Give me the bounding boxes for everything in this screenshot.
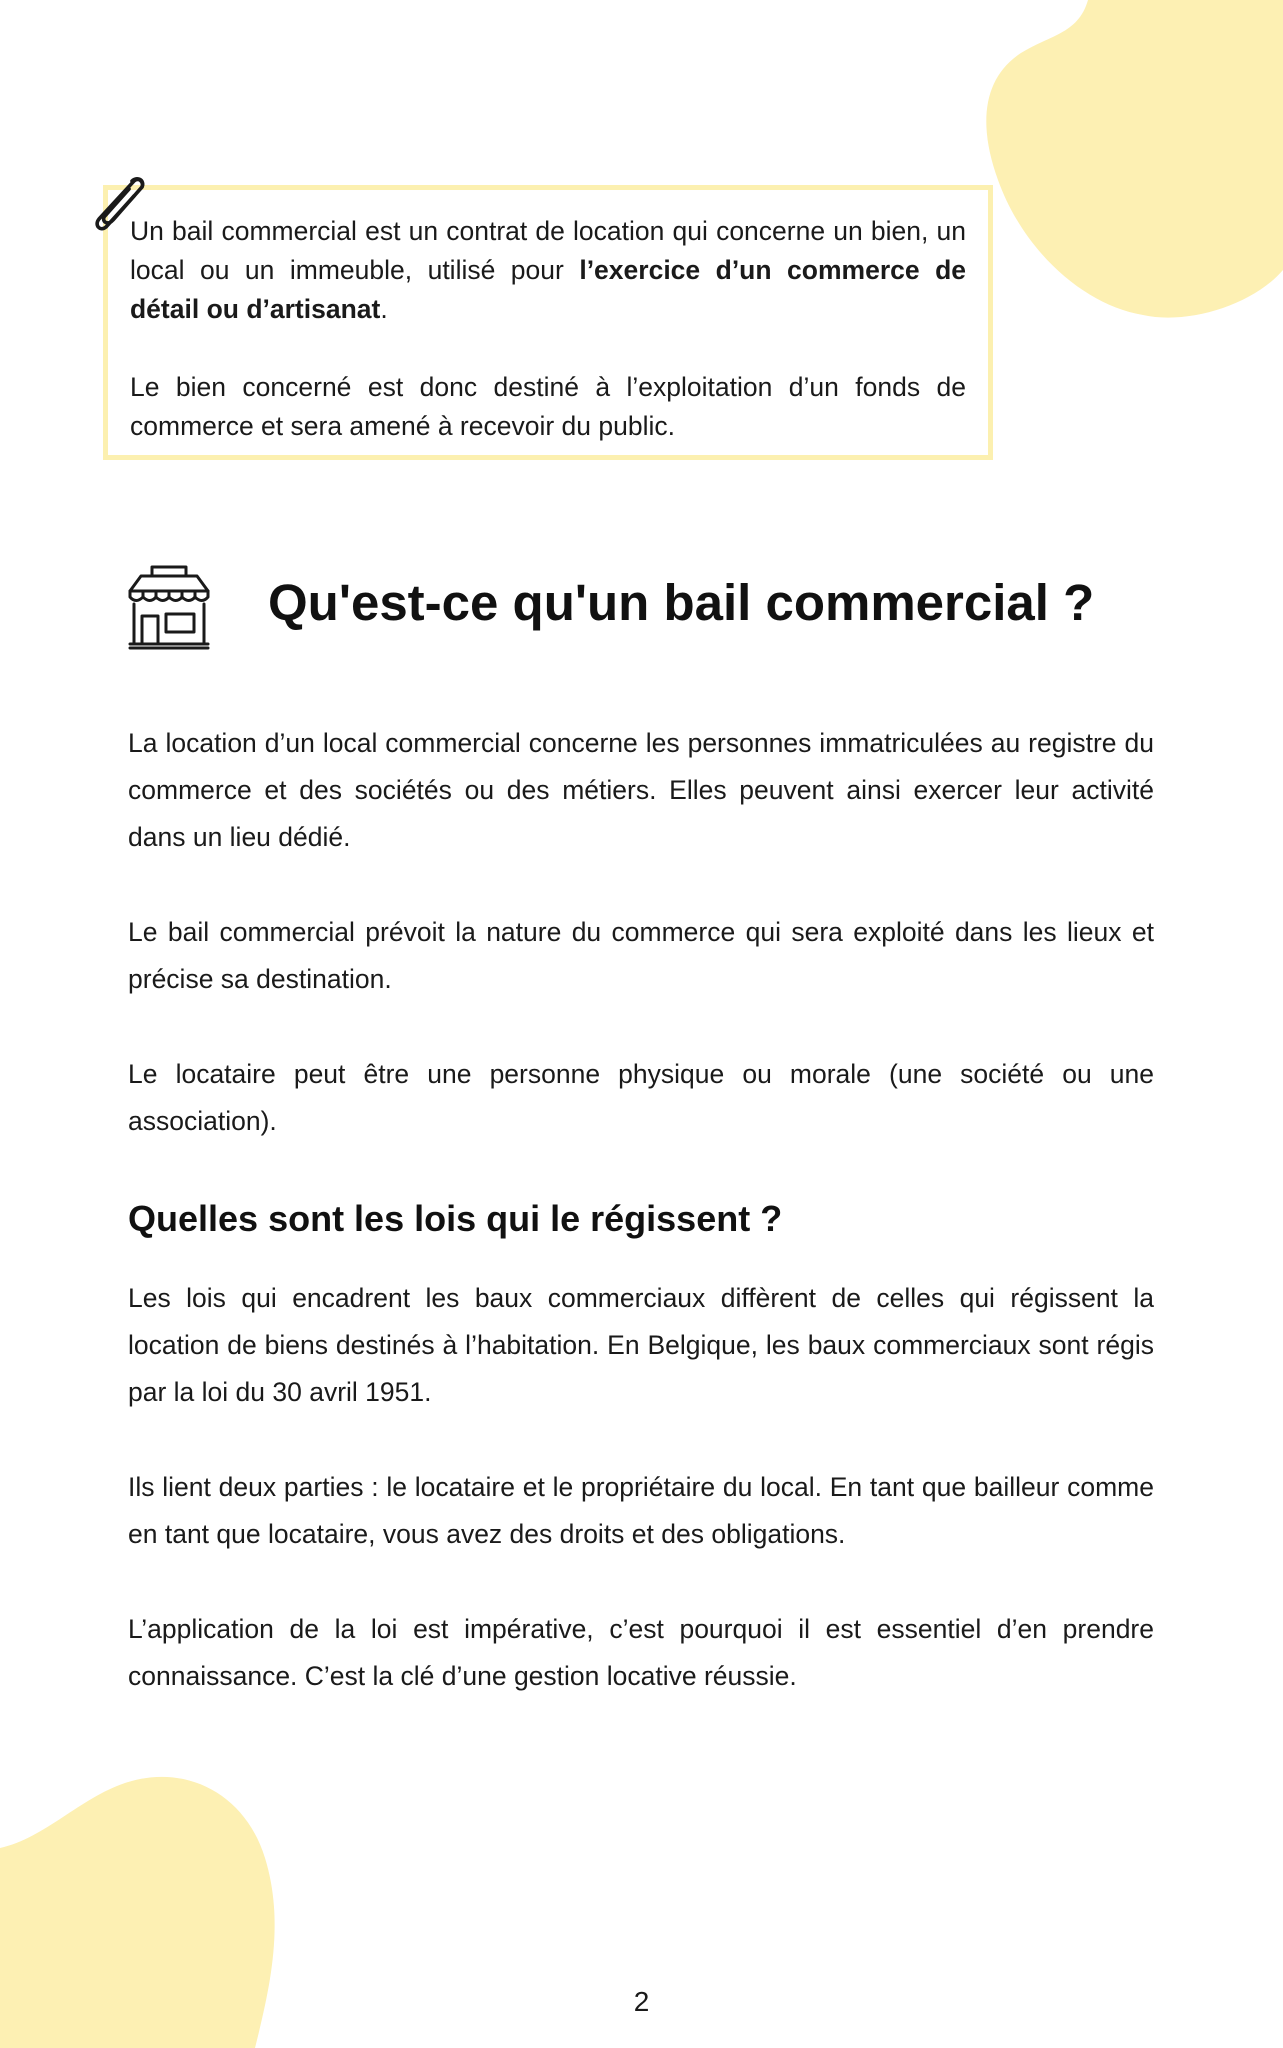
callout-paragraph-1 — [130, 212, 966, 329]
callout-paragraph-1-emphasis: l’exercice d’un commerce de détail ou d’artisanat — [130, 255, 966, 324]
storefront-icon — [128, 564, 210, 650]
decorative-blob-top-right — [983, 0, 1283, 330]
paperclip-icon — [88, 172, 150, 234]
section-paragraph-2: Le bail commercial prévoit la nature du commerce qui sera exploité dans les lieux et précise sa destination. — [128, 917, 1154, 994]
definition-callout — [103, 185, 993, 460]
decorative-blob-bottom-left — [0, 1758, 290, 2048]
subsection-paragraph-1: Les lois qui encadrent les baux commerciaux diffèrent de celles qui régissent la location de biens destinés à l’habitation. En Belgique, les baux commerciaux sont régis par la loi du 30 avril 1951. — [128, 1283, 1154, 1407]
section-heading — [128, 562, 1128, 662]
section-paragraph-1: La location d’un local commercial concerne les personnes immatriculées au registre du commerce et des sociétés ou des métiers. Elles peuvent ainsi exercer leur activité dans un lieu dédié. — [128, 728, 1154, 852]
section-paragraph-3: Le locataire peut être une personne physique ou morale (une société ou une association). — [128, 1059, 1154, 1136]
page-number: 2 — [633, 1986, 650, 2017]
callout-paragraph-1-end: . — [380, 294, 388, 324]
callout-paragraph-2: Le bien concerné est donc destiné à l’exploitation d’un fonds de commerce et sera amené à recevoir du public. — [130, 372, 966, 441]
subsection-paragraph-3: L’application de la loi est impérative, c’est pourquoi il est essentiel d’en prendre connaissance. C’est la clé d’une gestion locative réussie. — [128, 1614, 1154, 1691]
subsection-title: Quelles sont les lois qui le régissent ? — [128, 1198, 783, 1239]
subsection-paragraph-2: Ils lient deux parties : le locataire et le propriétaire du local. En tant que bailleur comme en tant que locataire, vous avez des droits et des obligations. — [128, 1472, 1154, 1549]
page-title: Qu'est-ce qu'un bail commercial ? — [268, 574, 1095, 631]
callout-paragraph-1-text: Un bail commercial est un contrat de location qui concerne un bien, un local ou un immeuble, utilisé pour — [130, 216, 966, 285]
